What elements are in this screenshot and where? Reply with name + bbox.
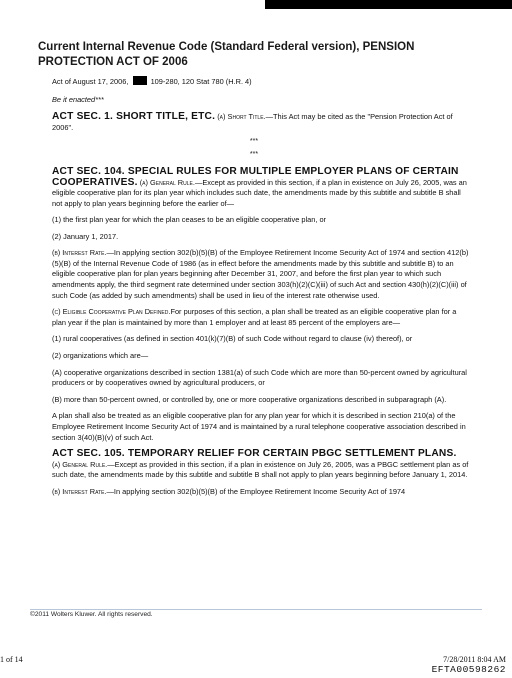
subsection-label: (b) Interest Rate. <box>52 248 107 258</box>
paragraph: (1) the first plan year for which the plan ceases to be an eligible cooperative plan, or <box>52 215 327 224</box>
paragraph: (2) January 1, 2017. <box>52 231 119 241</box>
section-104: ACT SEC. 104. SPECIAL RULES FOR MULTIPLE EMPLOYER PLANS OF CERTAIN COOPERATIVES. (a) General Rule.—Except as provided in this section, if a plan in existence on July 26, 2005, was an eligible cooperative plan for its plan year which includes such date, the amendments made by this subtitle and subtitle B shall not apply to plan years beginning before the earlier of— <box>52 166 467 208</box>
subsection-label: (a) Short Title. <box>217 112 266 121</box>
document-title: Current Internal Revenue Code (Standard Federal version), PENSION PROTECTION ACT OF 2006 <box>38 41 415 68</box>
section-1: ACT SEC. 1. SHORT TITLE, ETC. (a) Short Title.—This Act may be cited as the "Pension Protection Act of 2006". <box>52 111 453 132</box>
subsection-label: (c) Eligible Cooperative Plan Defined. <box>52 307 171 317</box>
section-104-heading: ACT SEC. 104. SPECIAL RULES FOR MULTIPLE EMPLOYER PLANS OF CERTAIN COOPERATIVES. <box>52 166 459 188</box>
paragraph: (2) organizations which are— <box>52 350 149 360</box>
page-number: 1 of 14 <box>0 655 23 664</box>
omission-marker: *** <box>249 151 259 158</box>
document-body <box>38 40 470 497</box>
paragraph: (B) more than 50-percent owned, or controlled by, one or more cooperative organizations described in subparagraph (A). <box>52 394 447 404</box>
paragraph: (1) rural cooperatives (as defined in section 401(k)(7)(B) of such Code without regard to clause (iv) thereof), or <box>52 334 413 344</box>
copyright-notice: ©2011 Wolters Kluwer. All rights reserved. <box>30 611 153 618</box>
omission-marker: *** <box>249 138 259 145</box>
enacted-clause: Be it enacted*** <box>52 95 104 104</box>
footer-divider <box>30 609 482 610</box>
section-105: ACT SEC. 105. TEMPORARY RELIEF FOR CERTAIN PBGC SETTLEMENT PLANS. (a) General Rule.—Except as provided in this section, if a plan in existence on July 26, 2005, was a PBGC settlement plan as of such date, the amendments made by this subtitle and subtitle B shall not apply to plan years beginning before January 1, 2014. <box>52 448 469 480</box>
redaction-bar-top <box>265 0 512 9</box>
paragraph: (A) cooperative organizations described in section 1381(a) of such Code which are more than 50-percent owned by agricultural producers or by cooperatives owned by agricultural producers, or <box>52 367 467 388</box>
paragraph: (c) Eligible Cooperative Plan Defined.For purposes of this section, a plan shall be treated as an eligible cooperative plan for a plan year if the plan is maintained by more than 1 employer and at least 85 percent of the employers are— <box>52 307 457 327</box>
paragraph: (b) Interest Rate.—In applying section 302(b)(5)(B) of the Employee Retirement Income Security Act of 1974 <box>52 486 406 496</box>
paragraph: (b) Interest Rate.—In applying section 302(b)(5)(B) of the Employee Retirement Income Security Act of 1974 and section 412(b)(5)(B) of the Internal Revenue Code of 1986 (as in effect before the amendments made by this subtitle and subtitle B) to an eligible cooperative plan for plan years beginning after December 31, 2007, and before the first plan year to which such amendments apply, the third segment rate determined under section 303(h)(2)(C)(iii) of such Act and section 430(h)(2)(C)(iii) of such Code (as added by such amendments) shall be used in lieu of the interest rate otherwise used. <box>52 248 469 300</box>
section-1-heading: ACT SEC. 1. SHORT TITLE, ETC. <box>52 111 216 122</box>
act-citation: Act of August 17, 2006, 109-280, 120 Stat 780 (H.R. 4) <box>52 77 252 86</box>
subsection-label: (a) General Rule. <box>139 177 195 187</box>
subsection-label: (b) Interest Rate. <box>52 486 107 496</box>
document-id: EFTA00598262 <box>431 664 506 675</box>
subsection-label: (a) General Rule. <box>52 459 108 469</box>
redaction-box <box>133 76 147 85</box>
print-timestamp: 7/28/2011 8:04 AM <box>443 655 506 664</box>
section-105-heading: ACT SEC. 105. TEMPORARY RELIEF FOR CERTAIN PBGC SETTLEMENT PLANS. <box>52 448 457 460</box>
paragraph: A plan shall also be treated as an eligible cooperative plan for any plan year for which it is described in section 210(a) of the Employee Retirement Income Security Act of 1974 and is maintained by a rural telephone cooperative association described in section 3(40)(B)(v) of such Act. <box>52 411 466 442</box>
